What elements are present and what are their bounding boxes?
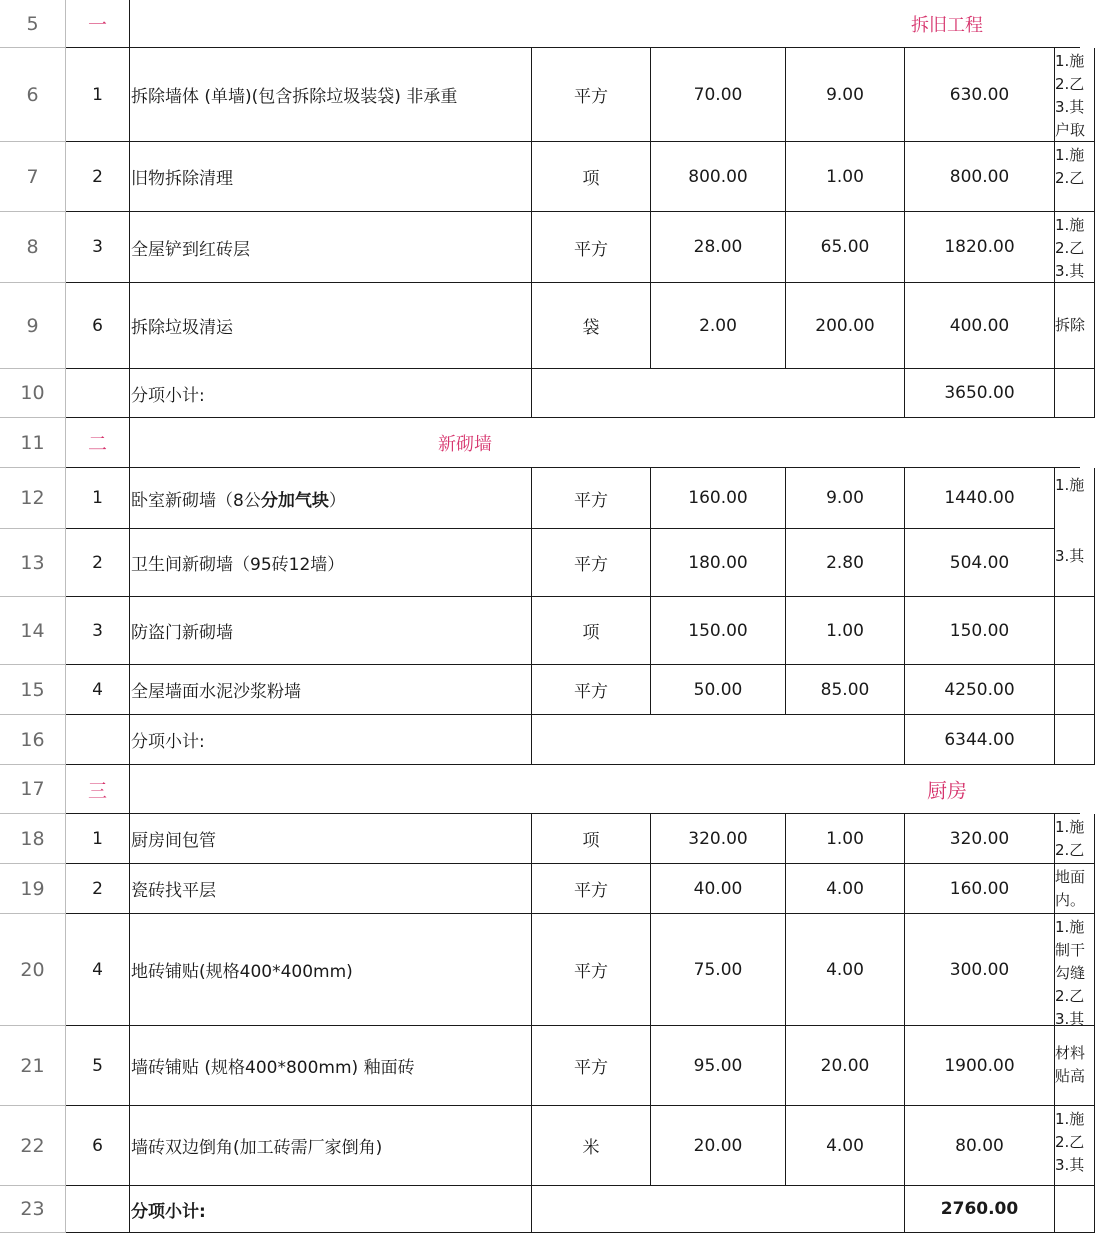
item-quantity[interactable]: 4.00: [786, 864, 905, 914]
empty-cell[interactable]: [1055, 715, 1095, 765]
item-index: 6: [66, 283, 130, 369]
row-number[interactable]: 18: [0, 814, 66, 864]
item-quantity[interactable]: 1.00: [786, 814, 905, 864]
table-row[interactable]: [0, 765, 1080, 814]
row-number[interactable]: 7: [0, 142, 66, 212]
item-price[interactable]: 95.00: [651, 1026, 786, 1106]
item-unit[interactable]: 袋: [532, 283, 651, 369]
table-row[interactable]: [0, 418, 1080, 468]
item-quantity[interactable]: 85.00: [786, 665, 905, 715]
item-quantity[interactable]: 9.00: [786, 48, 905, 142]
item-name[interactable]: 墙砖双边倒角(加工砖需厂家倒角): [130, 1106, 532, 1186]
item-price[interactable]: 40.00: [651, 864, 786, 914]
item-quantity[interactable]: 2.80: [786, 529, 905, 597]
table-row[interactable]: [0, 142, 1085, 212]
row-number[interactable]: 10: [0, 369, 66, 418]
item-price[interactable]: 150.00: [651, 597, 786, 665]
item-note[interactable]: 1.施 2.乙 3.其: [1055, 1106, 1095, 1186]
item-name[interactable]: 地砖铺贴(规格400*400mm): [130, 914, 532, 1026]
table-row[interactable]: [0, 283, 1086, 369]
item-quantity[interactable]: 20.00: [786, 1026, 905, 1106]
item-note[interactable]: 地面 内。: [1055, 864, 1095, 914]
item-unit[interactable]: 平方: [532, 212, 651, 283]
item-note[interactable]: 材料 贴高: [1055, 1026, 1095, 1106]
item-index: 5: [66, 1026, 130, 1106]
subtotal-label[interactable]: 分项小计:: [130, 1186, 532, 1233]
item-unit[interactable]: 项: [532, 142, 651, 212]
subtotal-value[interactable]: 6344.00: [905, 715, 1055, 765]
empty-cell[interactable]: [1055, 369, 1095, 418]
item-quantity[interactable]: 1.00: [786, 597, 905, 665]
item-index: 4: [66, 665, 130, 715]
row-number[interactable]: 9: [0, 283, 66, 369]
item-total[interactable]: 80.00: [905, 1106, 1055, 1186]
item-unit[interactable]: 平方: [532, 529, 651, 597]
row-number[interactable]: 22: [0, 1106, 66, 1186]
item-unit[interactable]: 项: [532, 597, 651, 665]
item-note[interactable]: 1.施 2.乙 3.其: [1055, 212, 1095, 283]
item-unit[interactable]: 米: [532, 1106, 651, 1186]
subtotal-label[interactable]: 分项小计:: [130, 715, 532, 765]
item-unit[interactable]: 平方: [532, 864, 651, 914]
item-name[interactable]: 卧室新砌墙（8公 分加气块 ）: [130, 468, 532, 529]
section-index: 二: [66, 418, 130, 468]
item-unit[interactable]: 平方: [532, 468, 651, 529]
item-name[interactable]: 防盗门新砌墙: [130, 597, 532, 665]
item-name[interactable]: 拆除垃圾清运: [130, 283, 532, 369]
row-number[interactable]: 16: [0, 715, 66, 765]
item-note[interactable]: 3.其: [1055, 529, 1095, 597]
item-price[interactable]: 70.00: [651, 48, 786, 142]
item-quantity[interactable]: 1.00: [786, 142, 905, 212]
item-unit[interactable]: 平方: [532, 914, 651, 1026]
item-quantity[interactable]: 4.00: [786, 1106, 905, 1186]
item-price[interactable]: 2.00: [651, 283, 786, 369]
empty-cell: [66, 715, 130, 765]
table-row[interactable]: [0, 48, 1086, 142]
item-index: 4: [66, 914, 130, 1026]
section-title-cell[interactable]: [130, 765, 1080, 814]
subtotal-value[interactable]: 2760.00: [905, 1186, 1055, 1233]
item-price[interactable]: 20.00: [651, 1106, 786, 1186]
table-row[interactable]: [0, 529, 1085, 597]
item-index: 6: [66, 1106, 130, 1186]
item-name[interactable]: 旧物拆除清理: [130, 142, 532, 212]
item-name[interactable]: 拆除墙体 (单墙)(包含拆除垃圾装袋) 非承重: [130, 48, 532, 142]
item-price[interactable]: 28.00: [651, 212, 786, 283]
item-note[interactable]: 1.施 2.乙: [1055, 814, 1095, 864]
item-unit[interactable]: 项: [532, 814, 651, 864]
item-quantity[interactable]: 9.00: [786, 468, 905, 529]
row-number[interactable]: 5: [0, 0, 66, 48]
table-row[interactable]: [0, 864, 1086, 914]
item-price[interactable]: 160.00: [651, 468, 786, 529]
empty-cell: [66, 1186, 130, 1233]
item-name[interactable]: 墙砖铺贴 (规格400*800mm) 釉面砖: [130, 1026, 532, 1106]
item-total[interactable]: 150.00: [905, 597, 1055, 665]
item-unit[interactable]: 平方: [532, 48, 651, 142]
item-name[interactable]: 厨房间包管: [130, 814, 532, 864]
row-number[interactable]: 23: [0, 1186, 66, 1233]
item-total[interactable]: 800.00: [905, 142, 1055, 212]
item-note[interactable]: 拆除: [1055, 283, 1095, 369]
item-name[interactable]: 瓷砖找平层: [130, 864, 532, 914]
empty-cell[interactable]: [532, 715, 905, 765]
row-number[interactable]: 14: [0, 597, 66, 665]
item-total[interactable]: 160.00: [905, 864, 1055, 914]
item-note[interactable]: 1.施 2.乙: [1055, 142, 1095, 212]
row-number[interactable]: 8: [0, 212, 66, 283]
section-index: 一: [66, 0, 130, 48]
section-title-cell[interactable]: [130, 0, 1080, 48]
item-index: 3: [66, 212, 130, 283]
item-total[interactable]: 320.00: [905, 814, 1055, 864]
item-note[interactable]: 1.施 制干 勾缝 2.乙 3.其: [1055, 914, 1095, 1026]
item-quantity[interactable]: 200.00: [786, 283, 905, 369]
item-note[interactable]: 1.施 2.乙 3.其 户取: [1055, 48, 1095, 142]
subtotal-row[interactable]: [0, 1186, 1080, 1233]
table-row[interactable]: [0, 914, 1086, 1028]
table-row[interactable]: [0, 468, 1085, 529]
item-index: 1: [66, 48, 130, 142]
row-number[interactable]: 6: [0, 48, 66, 142]
section-title: 新砌墙: [438, 433, 492, 455]
empty-cell[interactable]: [532, 1186, 905, 1233]
item-index: 2: [66, 529, 130, 597]
item-price[interactable]: 320.00: [651, 814, 786, 864]
item-unit[interactable]: 平方: [532, 1026, 651, 1106]
item-total[interactable]: 630.00: [905, 48, 1055, 142]
item-price[interactable]: 800.00: [651, 142, 786, 212]
item-name[interactable]: 卫生间新砌墙（95砖12墙）: [130, 529, 532, 597]
empty-cell: [66, 369, 130, 418]
empty-cell[interactable]: [1055, 1186, 1095, 1233]
empty-cell[interactable]: [532, 369, 905, 418]
row-number[interactable]: 13: [0, 529, 66, 597]
subtotal-value[interactable]: 3650.00: [905, 369, 1055, 418]
item-index: 3: [66, 597, 130, 665]
table-row[interactable]: [0, 1026, 1086, 1106]
item-price[interactable]: 180.00: [651, 529, 786, 597]
table-row[interactable]: [0, 597, 1080, 665]
subtotal-label[interactable]: 分项小计:: [130, 369, 532, 418]
section-title-cell[interactable]: [130, 418, 1080, 468]
table-row[interactable]: [0, 665, 1080, 715]
section-title: 厨房: [927, 778, 967, 803]
item-quantity[interactable]: 65.00: [786, 212, 905, 283]
item-total[interactable]: 400.00: [905, 283, 1055, 369]
item-total[interactable]: 300.00: [905, 914, 1055, 1026]
item-note[interactable]: [1055, 597, 1095, 665]
row-number[interactable]: 20: [0, 914, 66, 1026]
row-number[interactable]: 12: [0, 468, 66, 529]
table-row[interactable]: [0, 814, 1085, 864]
subtotal-row[interactable]: [0, 715, 1080, 765]
item-total[interactable]: 4250.00: [905, 665, 1055, 715]
item-price[interactable]: 50.00: [651, 665, 786, 715]
item-total[interactable]: 1440.00: [905, 468, 1055, 529]
row-number[interactable]: 15: [0, 665, 66, 715]
subtotal-row[interactable]: [0, 369, 1080, 418]
item-total[interactable]: 504.00: [905, 529, 1055, 597]
item-price[interactable]: 75.00: [651, 914, 786, 1026]
section-title: 拆旧工程: [911, 14, 983, 36]
item-quantity[interactable]: 4.00: [786, 914, 905, 1026]
item-unit[interactable]: 平方: [532, 665, 651, 715]
item-note[interactable]: [1055, 665, 1095, 715]
item-index: 2: [66, 142, 130, 212]
row-number[interactable]: 19: [0, 864, 66, 914]
table-row[interactable]: [0, 1106, 1085, 1186]
item-name[interactable]: 全屋墙面水泥沙浆粉墙: [130, 665, 532, 715]
table-row[interactable]: [0, 0, 1080, 48]
item-index: 1: [66, 814, 130, 864]
item-index: 2: [66, 864, 130, 914]
item-note[interactable]: 1.施: [1055, 468, 1095, 529]
item-name[interactable]: 全屋铲到红砖层: [130, 212, 532, 283]
row-number[interactable]: 17: [0, 765, 66, 814]
item-total[interactable]: 1900.00: [905, 1026, 1055, 1106]
section-index: 三: [66, 765, 130, 814]
row-number[interactable]: 21: [0, 1026, 66, 1106]
row-number[interactable]: 11: [0, 418, 66, 468]
item-total[interactable]: 1820.00: [905, 212, 1055, 283]
item-index: 1: [66, 468, 130, 529]
table-row[interactable]: [0, 212, 1085, 283]
